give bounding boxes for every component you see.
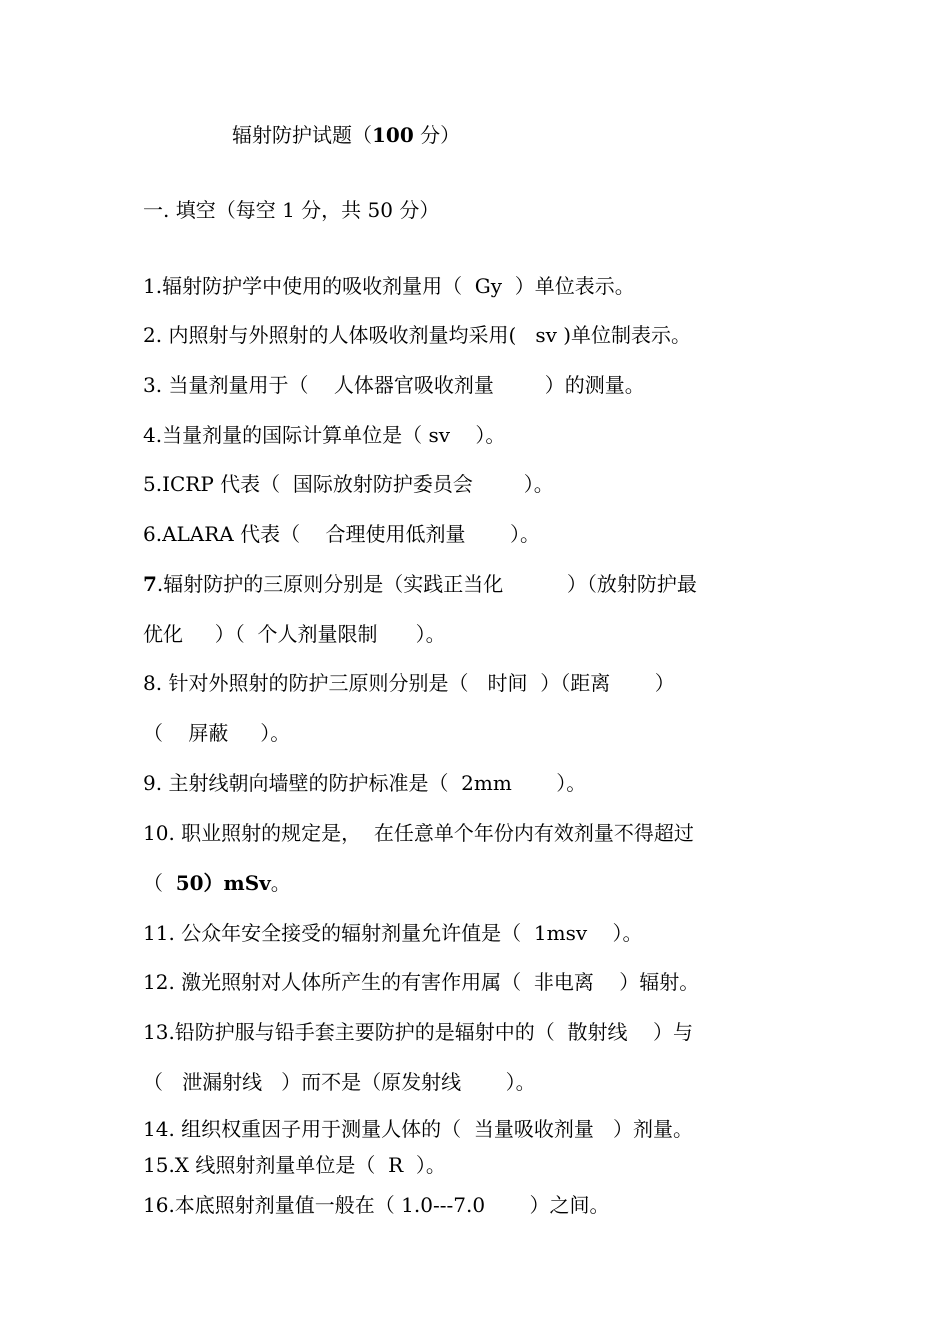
question-6: 6.ALARA 代表（ 合理使用低剂量 ）。 [143, 522, 541, 546]
question-10-answer: 50）mSv [175, 871, 271, 895]
question-4: 4.当量剂量的国际计算单位是（ sv ）。 [143, 423, 506, 447]
title-text: 辐射防护试题（ [232, 123, 372, 147]
question-10-open: （ [143, 871, 176, 895]
question-10-continuation [143, 871, 291, 895]
question-7-number: 7 [143, 572, 157, 596]
question-11: 11. 公众年安全接受的辐射剂量允许值是（ 1msv ）。 [143, 921, 643, 945]
question-15: 15.X 线照射剂量单位是（ R ）。 [143, 1153, 446, 1177]
question-8: 8. 针对外照射的防护三原则分别是（ 时间 ）（距离 ） [143, 671, 675, 695]
question-7 [143, 572, 697, 596]
section-heading: 一. 填空（每空 1 分，共 50 分） [143, 198, 440, 222]
question-5: 5.ICRP 代表（ 国际放射防护委员会 ）。 [143, 472, 554, 496]
question-8-continuation: （ 屏蔽 ）。 [143, 721, 291, 745]
question-9: 9. 主射线朝向墙壁的防护标准是（ 2mm ）。 [143, 771, 587, 795]
title-suffix: 分） [413, 123, 461, 147]
question-10-close: 。 [270, 871, 291, 895]
question-2: 2. 内照射与外照射的人体吸收剂量均采用( sv )单位制表示。 [143, 323, 692, 347]
question-3: 3. 当量剂量用于（ 人体器官吸收剂量 ）的测量。 [143, 373, 645, 397]
question-13-continuation: （ 泄漏射线 ）而不是（原发射线 ）。 [143, 1070, 536, 1094]
question-7-text: .辐射防护的三原则分别是（实践正当化 ）（放射防护最 [156, 572, 697, 596]
question-14: 14. 组织权重因子用于测量人体的（ 当量吸收剂量 ）剂量。 [143, 1117, 693, 1141]
question-12: 12. 激光照射对人体所产生的有害作用属（ 非电离 ）辐射。 [143, 970, 700, 994]
question-10: 10. 职业照射的规定是， 在任意单个年份内有效剂量不得超过 [143, 821, 694, 845]
title-score: 100 [372, 123, 414, 147]
question-13: 13.铅防护服与铅手套主要防护的是辐射中的（ 散射线 ）与 [143, 1020, 693, 1044]
page-title [232, 123, 460, 147]
question-7-continuation: 优化 ）（ 个人剂量限制 ）。 [143, 622, 446, 646]
question-1: 1.辐射防护学中使用的吸收剂量用（ Gy ）单位表示。 [143, 274, 635, 298]
question-16: 16.本底照射剂量值一般在（ 1.0---7.0 ）之间。 [143, 1193, 610, 1217]
